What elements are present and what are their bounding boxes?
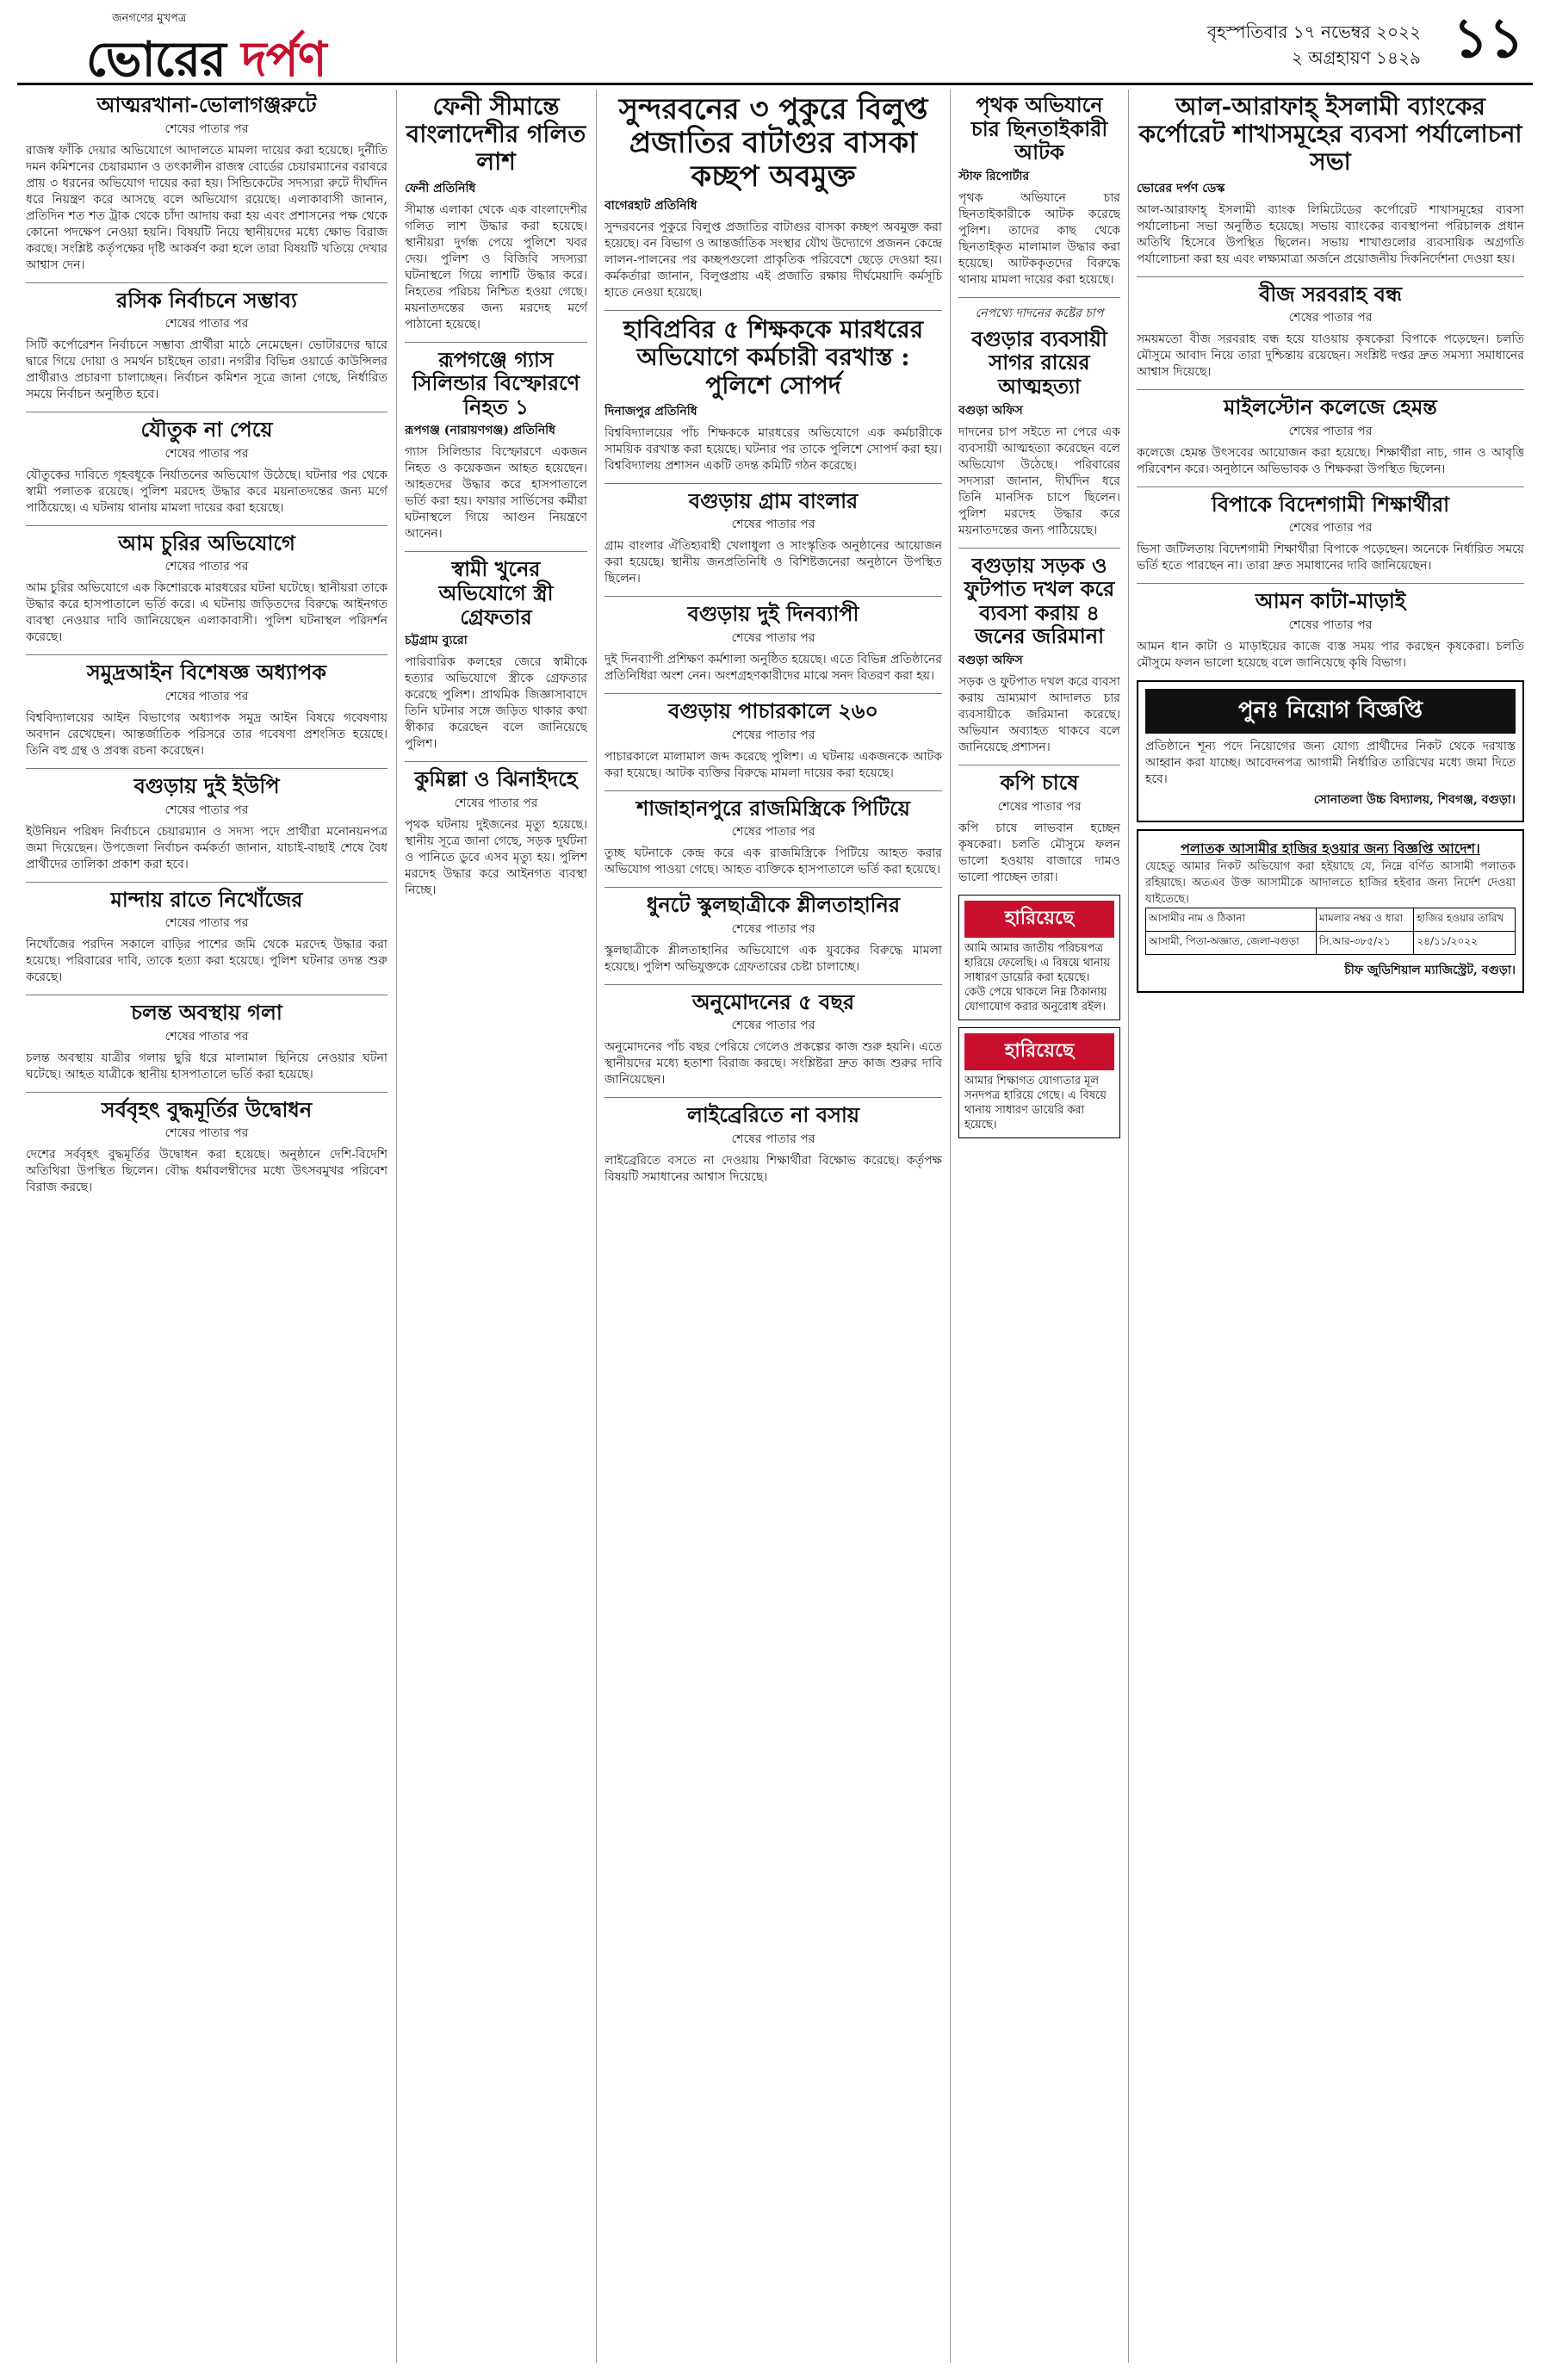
divider (958, 297, 1120, 298)
table-cell: সি.আর-৩৮৫/২১ (1316, 932, 1414, 955)
article (604, 316, 942, 474)
article (26, 418, 388, 517)
kicker: নেপথ্যে দাদনের কষ্টের চাপ (975, 306, 1104, 320)
article-headline: চলন্ত অবস্থায় গলা (131, 1000, 282, 1026)
continued-label: শেষের পাতার পর (164, 689, 249, 703)
continued-label: শেষের পাতার পর (731, 921, 815, 936)
divider (405, 342, 587, 343)
article-body: আমন ধান কাটা ও মাড়াইয়ের কাজে ব্যস্ত সময় পার করছেন কৃষকেরা। চলতি মৌসুমে ফলন ভালো হয়েছে বলে জানিয়েছে কৃষি বিভাগ। (1137, 639, 1524, 670)
article-headline: বগুড়ায় গ্রাম বাংলার (688, 487, 859, 513)
article-body: ভিসা জটিলতায় বিদেশগামী শিক্ষার্থীরা বিপাকে পড়েছেন। অনেকে নির্ধারিত সময়ে ভর্তি হতে পারছেন না। তারা দ্রুত সমাধানের দাবি জানিয়েছেন। (1137, 542, 1524, 573)
divider (26, 1092, 388, 1093)
article (604, 1103, 942, 1186)
article-body: সিটি কর্পোরেশন নির্বাচনে সম্ভাব্য প্রার্থীরা মাঠে নেমেছেন। ভোটারদের দ্বারে দ্বারে গিয়ে দোয়া ও সমর্থন চাইছেন তারা। নগরীর বিভিন্ন ওয়ার্ডে কাউন্সিলর প্রার্থীরাও প্রচারণা চালাচ্ছেন। নির্বাচন কমিশন সূত্রে জানা গেছে, নির্ধারিত সময়ে নির্বাচন অনুষ্ঠিত হবে। (26, 338, 388, 402)
lost-notice-text: আমার শিক্ষাগত যোগ্যতার মূল সনদপত্র হারিয়ে গেছে। এ বিষয়ে থানায় সাধারণ ডায়েরি করা হয়েছে। (964, 1074, 1107, 1131)
divider (604, 887, 942, 888)
article-headline: যৌতুক না পেয়ে (140, 417, 273, 443)
article-headline: রূপগঞ্জে গ্যাস সিলিন্ডার বিস্ফোরণে নিহত ১ (412, 346, 580, 419)
article (26, 93, 388, 274)
article-headline: স্বামী খুনের অভিযোগে স্ত্রী গ্রেফতার (438, 556, 554, 629)
continued-label: শেষের পাতার পর (164, 121, 249, 136)
article-body: বিশ্ববিদ্যালয়ের আইন বিভাগের অধ্যাপক সমুদ্র আইন বিষয়ে গবেষণায় অবদান রেখেছেন। আন্তর্জাতিক পরিসরে তার গবেষণা প্রশংসিত হয়েছে। তিনি বহু গ্রন্থ ও প্রবন্ধ রচনা করেছেন। (26, 710, 388, 758)
divider (1137, 389, 1524, 390)
date-gregorian: বৃহস্পতিবার ১৭ নভেম্বর ২০২২ (1207, 22, 1421, 42)
masthead (17, 0, 1533, 88)
article (958, 771, 1120, 886)
article-headline: মাইলস্টোন কলেজে হেমন্ত (1224, 394, 1437, 420)
byline: ভোরের দর্পণ ডেস্ক (1137, 181, 1225, 195)
court-notice-table (1145, 908, 1516, 955)
column-4 (958, 90, 1120, 2363)
article (1137, 395, 1524, 478)
byline: দিনাজপুর প্রতিনিধি (604, 404, 698, 418)
article (604, 990, 942, 1089)
article-body: পৃথক ঘটনায় দুইজনের মৃত্যু হয়েছে। স্থানীয় সূত্রে জানা গেছে, সড়ক দুর্ঘটনা ও পানিতে ডুবে এসব মৃত্যু হয়। পুলিশ মরদেহ উদ্ধার করে আইনগত ব্যবস্থা নিচ্ছে। (405, 817, 587, 897)
article (604, 893, 942, 976)
court-notice (1137, 829, 1524, 993)
continued-label: শেষের পাতার পর (454, 796, 538, 810)
byline: বগুড়া অফিস (958, 653, 1023, 667)
article-body: অনুমোদনের পাঁচ বছর পেরিয়ে গেলেও প্রকল্পের কাজ শুরু হয়নি। এতে স্থানীয়দের মধ্যে হতাশা বিরাজ করছে। সংশ্লিষ্টরা দ্রুত কাজ শুরুর দাবি জানিয়েছেন। (604, 1040, 942, 1088)
article-body: সময়মতো বীজ সরবরাহ বন্ধ হয়ে যাওয়ায় কৃষকেরা বিপাকে পড়েছেন। চলতি মৌসুমে আবাদ নিয়ে তারা দুশ্চিন্তায় রয়েছেন। সংশ্লিষ্ট দপ্তর দ্রুত সমস্যা সমাধানের আশ্বাস দিয়েছে। (1137, 332, 1524, 380)
article-headline: হাবিপ্রবির ৫ শিক্ষককে মারধরের অভিযোগে কর্মচারী বরখাস্ত : পুলিশে সোপর্দ (623, 315, 924, 400)
continued-label: শেষের পাতার পর (164, 1126, 249, 1141)
article-headline: সর্ববৃহৎ বুদ্ধমূর্তির উদ্বোধন (101, 1096, 313, 1122)
article (1137, 493, 1524, 575)
continued-label: শেষের পাতার পর (164, 803, 249, 817)
column-divider (396, 90, 397, 2363)
article-headline: শাজাহানপুরে রাজমিস্ত্রিকে পিটিয়ে (636, 795, 910, 821)
divider (26, 654, 388, 655)
divider (26, 525, 388, 526)
divider (604, 310, 942, 311)
continued-label: শেষের পাতার পর (731, 1132, 815, 1146)
article-headline: রসিক নির্বাচনে সম্ভাব্য (116, 287, 297, 313)
divider (604, 693, 942, 694)
article-body: আম চুরির অভিযোগে এক কিশোরকে মারধরের ঘটনা ঘটেছে। স্থানীয়রা তাকে উদ্ধার করে হাসপাতালে ভর্তি করে। এ ঘটনায় জড়িতদের বিরুদ্ধে আইনগত ব্যবস্থা নেওয়ার দাবি জানিয়েছেন এলাকাবাসী। পুলিশ ঘটনাস্থল পরিদর্শন করেছে। (26, 581, 388, 645)
continued-label: শেষের পাতার পর (1288, 521, 1373, 536)
divider (405, 761, 587, 762)
divider (1137, 583, 1524, 584)
article-headline: আম চুরির অভিযোগে (118, 530, 295, 555)
article (26, 774, 388, 873)
article (26, 660, 388, 759)
table-row (1146, 932, 1516, 955)
article-headline: সুন্দরবনের ৩ পুকুরে বিলুপ্ত প্রজাতির বাটাগুর বাসকা কচ্ছপ অবমুক্ত (618, 92, 928, 195)
article-body: গ্যাস সিলিন্ডার বিস্ফোরণে একজন নিহত ও কয়েকজন আহত হয়েছেন। আহতদের উদ্ধার করে হাসপাতালে ভর্তি করা হয়। ফায়ার সার্ভিসের কর্মীরা ঘটনাস্থলে গিয়ে আগুন নিয়ন্ত্রণে আনেন। (405, 445, 587, 542)
lost-notice-title: হারিয়েছে (964, 1033, 1114, 1070)
logo-part-1: ভোরের (86, 32, 226, 88)
article-body: তুচ্ছ ঘটনাকে কেন্দ্র করে এক রাজমিস্ত্রিকে পিটিয়ে আহত করার অভিযোগ পাওয়া গেছে। আহত ব্যক্তিকে হাসপাতালে ভর্তি করা হয়েছে। (604, 846, 942, 877)
table-cell: আসামী, পিতা-অজ্ঞাত, জেলা-বগুড়া (1146, 932, 1317, 955)
article-headline: সমুদ্রআইন বিশেষজ্ঞ অধ্যাপক (86, 660, 327, 685)
article-headline: অনুমোদনের ৫ বছর (691, 989, 855, 1014)
article-headline: বগুড়ায় সড়ক ও ফুটপাত দখল করে ব্যবসা করায় ৪ জনের জরিমানা (964, 552, 1115, 649)
divider (604, 596, 942, 597)
article-body: আল-আরাফাহ্ ইসলামী ব্যাংক লিমিটেডের কর্পোরেট শাখাসমূহের ব্যবসা পর্যালোচনা সভা অনুষ্ঠিত হয়েছে। সভায় ব্যাংকের ব্যবস্থাপনা পরিচালক প্রধান অতিথি হিসেবে উপস্থিত ছিলেন। সভায় শাখাগুলোর ব্যবসায়িক অগ্রগতি পর্যালোচনা করা হয় এবং লক্ষ্যমাত্রা অর্জনে প্রয়োজনীয় দিকনির্দেশনা দেওয়া হয়। (1137, 202, 1524, 266)
article-headline: বগুড়ায় পাচারকালে ২৬০ (667, 698, 879, 724)
table-header-cell: হাজির হওয়ার তারিখ (1414, 908, 1516, 932)
article-body: নিখোঁজের পরদিন সকালে বাড়ির পাশের জমি থেকে মরদেহ উদ্ধার করা হয়েছে। পরিবারের দাবি, তাকে হত্যা করা হয়েছে। পুলিশ ঘটনার তদন্ত শুরু করেছে। (26, 938, 388, 985)
article (604, 602, 942, 685)
continued-label: শেষের পাতার পর (164, 317, 249, 332)
continued-label: শেষের পাতার পর (164, 916, 249, 931)
article-body: বিশ্ববিদ্যালয়ের পাঁচ শিক্ষককে মারধরের অভিযোগে এক কর্মচারীকে সাময়িক বরখাস্ত করা হয়েছে। ঘটনার পর তাকে পুলিশে সোপর্দ করা হয়। বিশ্ববিদ্যালয় প্রশাসন একটি তদন্ত কমিটি গঠন করেছে। (604, 425, 942, 473)
article-headline: কপি চাষে (1000, 769, 1079, 795)
continued-label: শেষের পাতার পর (164, 560, 249, 574)
continued-label: শেষের পাতার পর (731, 825, 815, 840)
article (1137, 282, 1524, 381)
lost-notice (958, 1027, 1120, 1138)
page-number: ১১ (1452, 7, 1524, 71)
article-body: দেশের সর্ববৃহৎ বুদ্ধমূর্তির উদ্বোধন করা হয়েছে। অনুষ্ঠানে দেশি-বিদেশি অতিথিরা উপস্থিত ছিলেন। বৌদ্ধ ধর্মাবলম্বীদের মধ্যে উৎসবমুখর পরিবেশ বিরাজ করছে। (26, 1148, 388, 1195)
court-notice-title: পলাতক আসামীর হাজির হওয়ার জন্য বিজ্ঞপ্তি আদেশ। (1181, 840, 1480, 857)
article-body: কপি চাষে লাভবান হচ্ছেন কৃষকেরা। চলতি মৌসুমে ফলন ভালো হওয়ায় বাজারে দামও ভালো পাচ্ছেন তারা। (958, 821, 1120, 884)
divider (604, 984, 942, 985)
byline: রূপগঞ্জ (নারায়ণগঞ্জ) প্রতিনিধি (405, 424, 556, 438)
column-1 (26, 90, 388, 2363)
article (958, 303, 1120, 539)
continued-label: শেষের পাতার পর (164, 446, 249, 461)
article-body: পৃথক অভিযানে চার ছিনতাইকারীকে আটক করেছে পুলিশ। তাদের কাছ থেকে ছিনতাইকৃত মালামাল উদ্ধার করা হয়েছে। আটককৃতদের বিরুদ্ধে থানায় মামলা দায়ের করা হয়েছে। (958, 190, 1120, 287)
article-headline: কুমিল্লা ও ঝিনাইদহে (414, 766, 578, 792)
article-body: চলন্ত অবস্থায় যাত্রীর গলায় ছুরি ধরে মালামাল ছিনিয়ে নেওয়ার ঘটনা ঘটেছে। আহত যাত্রীকে স্থানীয় হাসপাতালে ভর্তি করা হয়েছে। (26, 1051, 388, 1082)
recruitment-ad (1137, 680, 1524, 822)
article (1137, 589, 1524, 672)
continued-label: শেষের পাতার পর (731, 518, 815, 532)
article-headline: আমন কাটা-মাড়াই (1255, 588, 1406, 614)
divider (958, 548, 1120, 549)
divider (604, 790, 942, 791)
lost-notice-title: হারিয়েছে (964, 901, 1114, 938)
continued-label: শেষের পাতার পর (731, 728, 815, 742)
divider (26, 768, 388, 769)
divider (604, 483, 942, 484)
article-body: যৌতুকের দাবিতে গৃহবধূকে নির্যাতনের অভিযোগ উঠেছে। ঘটনার পর থেকে স্বামী পলাতক রয়েছে। পুলিশ মরদেহ উদ্ধার করে ময়নাতদন্তের জন্য মর্গে পাঠিয়েছে। এ ঘটনায় থানায় মামলা দায়ের করা হয়েছে। (26, 468, 388, 515)
column-divider (950, 90, 951, 2363)
column-2 (405, 90, 587, 2363)
continued-label: শেষের পাতার পর (1288, 424, 1373, 438)
article-headline: আত্মরখানা-ভোলাগঞ্জরুটে (96, 92, 317, 117)
column-divider (596, 90, 597, 2363)
table-header-cell: মামলার নম্বর ও ধারা (1316, 908, 1414, 932)
article (604, 93, 942, 301)
article-body: দাদনের চাপ সইতে না পেরে এক ব্যবসায়ী আত্মহত্যা করেছেন বলে অভিযোগ উঠেছে। পরিবারের সদস্যরা জানান, দীর্ঘদিন ধরে তিনি মানসিক চাপে ছিলেন। পুলিশ মরদেহ উদ্ধার করে ময়নাতদন্তের জন্য পাঠিয়েছে। (958, 425, 1120, 537)
divider (405, 551, 587, 552)
column-5 (1137, 90, 1524, 2363)
article-body: লাইব্রেরিতে বসতে না দেওয়ায় শিক্ষার্থীরা বিক্ষোভ করেছে। কর্তৃপক্ষ বিষয়টি সমাধানের আশ্বাস দিয়েছে। (604, 1154, 942, 1184)
table-header-cell: আসামীর নাম ও ঠিকানা (1146, 908, 1317, 932)
column-divider (1128, 90, 1129, 2363)
article-headline: ধুনটে স্কুলছাত্রীকে শ্লীলতাহানির (646, 892, 901, 918)
article-headline: বিপাকে বিদেশগামী শিক্ষার্থীরা (1211, 491, 1450, 517)
article-body: গ্রাম বাংলার ঐতিহ্যবাহী খেলাধুলা ও সাংস্কৃতিক অনুষ্ঠানের আয়োজন করা হয়েছে। স্থানীয় জনপ্রতিনিধি ও বিশিষ্টজনেরা অনুষ্ঠানে উপস্থিত ছিলেন। (604, 539, 942, 586)
article (405, 93, 587, 333)
article-body: দুই দিনব্যাপী প্রশিক্ষণ কর্মশালা অনুষ্ঠিত হয়েছে। এতে বিভিন্ন প্রতিষ্ঠানের প্রতিনিধিরা অংশ নেন। অংশগ্রহণকারীদের মাঝে সনদ বিতরণ করা হয়। (604, 653, 942, 684)
lost-notice (958, 895, 1120, 1020)
byline: বাগেরহাট প্রতিনিধি (604, 199, 698, 214)
byline: ফেনী প্রতিনিধি (405, 181, 476, 195)
continued-label: শেষের পাতার পর (164, 1029, 249, 1044)
article-headline: লাইব্রেরিতে না বসায় (686, 1102, 860, 1128)
article (405, 767, 587, 899)
tagline: জনগণের মুখপত্র (112, 12, 187, 25)
article-body: স্কুলছাত্রীকে শ্লীলতাহানির অভিযোগে এক যুবকের বিরুদ্ধে মামলা হয়েছে। পুলিশ অভিযুক্তকে গ্রেফতারের চেষ্টা চালাচ্ছে। (604, 943, 942, 974)
article (405, 348, 587, 543)
article-headline: বগুড়ায় দুই দিনব্যাপী (687, 601, 859, 627)
lost-notice-text: আমি আমার জাতীয় পরিচয়পত্র হারিয়ে ফেলেছি। এ বিষয়ে থানায় সাধারণ ডায়েরি করা হয়েছে। কেউ পেয়ে থাকলে নিম্ন ঠিকানায় যোগাযোগ করার অনুরোধ রইল। (964, 941, 1111, 1013)
article (604, 489, 942, 588)
article-body: পাচারকালে মালামাল জব্দ করেছে পুলিশ। এ ঘটনায় একজনকে আটক করা হয়েছে। আটক ব্যক্তির বিরুদ্ধে মামলা দায়ের করা হয়েছে। (604, 749, 942, 780)
article-body: সড়ক ও ফুটপাত দখল করে ব্যবসা করায় ভ্রাম্যমাণ আদালত চার ব্যবসায়ীকে জরিমানা করেছে। অভিযান অব্যাহত থাকবে বলে জানিয়েছে প্রশাসন। (958, 674, 1120, 754)
date-bangla: ২ অগ্রহায়ণ ১৪২৯ (1291, 47, 1421, 68)
article (26, 1098, 388, 1197)
continued-label: শেষের পাতার পর (1288, 617, 1373, 632)
logo-part-2: দর্পণ (241, 32, 326, 88)
byline: বগুড়া অফিস (958, 403, 1023, 418)
article-headline: মান্দায় রাতে নিখোঁজের (110, 886, 303, 912)
article (604, 699, 942, 782)
table-cell: ২৪/১১/২০২২ (1414, 932, 1516, 955)
article-headline: বগুড়ার ব্যবসায়ী সাগর রায়ের আত্মহত্যা (971, 325, 1107, 399)
article (604, 796, 942, 879)
table-header-row (1146, 908, 1516, 932)
byline: চট্টগ্রাম ব্যুরো (405, 634, 468, 648)
masthead-rule (17, 83, 1533, 85)
divider (26, 882, 388, 883)
article (958, 93, 1120, 288)
article-body: ইউনিয়ন পরিষদ নির্বাচনে চেয়ারম্যান ও সদস্য পদে প্রার্থীরা মনোনয়নপত্র জমা দিয়েছেন। উপজেলা নির্বাচন কর্মকর্তা জানান, যাচাই-বাছাই শেষে বৈধ প্রার্থীদের তালিকা প্রকাশ করা হবে। (26, 824, 388, 871)
article-headline: বীজ সরবরাহ বন্ধ (1259, 281, 1402, 307)
article-body: সীমান্ত এলাকা থেকে এক বাংলাদেশীর গলিত লাশ উদ্ধার করা হয়েছে। স্থানীয়রা দুর্গন্ধ পেয়ে পুলিশে খবর দেয়। পুলিশ ও বিজিবি সদস্যরা ঘটনাস্থলে গিয়ে লাশটি উদ্ধার করে। নিহতের পরিচয় নিশ্চিত হওয়া গেছে। ময়নাতদন্তের জন্য মরদেহ মর্গে পাঠানো হয়েছে। (405, 202, 587, 332)
article-body: রাজস্ব ফাঁকি দেয়ার অভিযোগে আদালতে মামলা দায়ের করা হয়েছে। দুর্নীতি দমন কমিশনের চেয়ারম্যান ও তৎকালীন রাজস্ব বোর্ডের চেয়ারম্যানের বরাবরে প্রায় ৩ ধরনের অভিযোগ দায়ের করা হয়। সিন্ডিকেটের সদস্যরা রুটে দীর্ঘদিন ধরে নিয়ন্ত্রণ করে আসছে বলে অভিযোগ রয়েছে। এলাকাবাসী জানান, প্রতিদিন শত শত ট্রাক থেকে চাঁদা আদায় করা হয় এবং প্রশাসনের পক্ষ থেকে কোনো পদক্ষেপ নেওয়া হয়নি। বিষয়টি নিয়ে স্থানীয়দের মধ্যে ক্ষোভ বিরাজ করছে। সংশ্লিষ্ট কর্তৃপক্ষের দৃষ্টি আকর্ষণ করা হলে তারা বিষয়টি খতিয়ে দেখার আশ্বাস দেন। (26, 143, 388, 272)
continued-label: শেষের পাতার পর (997, 799, 1082, 814)
article-headline: আল-আরাফাহ্ ইসলামী ব্যাংকের কর্পোরেট শাখাসমূহের ব্যবসা পর্যালোচনা সভা (1138, 92, 1522, 177)
byline: স্টাফ রিপোর্টার (958, 169, 1030, 183)
article (26, 1001, 388, 1083)
article-headline: ফেনী সীমান্তে বাংলাদেশীর গলিত লাশ (406, 92, 586, 177)
court-notice-signature: চীফ জুডিশিয়াল ম্যাজিস্ট্রেট, বগুড়া। (1344, 964, 1516, 978)
article (1137, 93, 1524, 268)
column-3 (604, 90, 942, 2363)
continued-label: শেষের পাতার পর (731, 631, 815, 646)
article (26, 888, 388, 987)
article (405, 557, 587, 753)
article-body: সুন্দরবনের পুকুরে বিলুপ্ত প্রজাতির বাটাগুর বাসকা কচ্ছপ অবমুক্ত করা হয়েছে। বন বিভাগ ও আন্তর্জাতিক সংস্থার যৌথ উদ্যোগে প্রজনন কেন্দ্রে লালন-পালনের পর কচ্ছপগুলো প্রাকৃতিক পরিবেশে ছেড়ে দেওয়া হয়। কর্মকর্তারা জানান, বিলুপ্তপ্রায় এই প্রজাতি রক্ষায় দীর্ঘমেয়াদি কর্মসূচি হাতে নেওয়া হয়েছে। (604, 220, 942, 301)
recruitment-ad-signature: সোনাতলা উচ্চ বিদ্যালয়, শিবগঞ্জ, বগুড়া। (1313, 792, 1516, 807)
article (958, 554, 1120, 756)
continued-label: শেষের পাতার পর (1288, 311, 1373, 325)
recruitment-ad-title: পুনঃ নিয়োগ বিজ্ঞপ্তি (1145, 689, 1516, 734)
dateline (1207, 19, 1421, 71)
article (26, 288, 388, 404)
divider (604, 1097, 942, 1098)
divider (26, 282, 388, 283)
article-body: কলেজে হেমন্ত উৎসবের আয়োজন করা হয়েছে। শিক্ষার্থীরা নাচ, গান ও আবৃত্তি পরিবেশন করে। অনুষ্ঠানে অভিভাবক ও শিক্ষকরা উপস্থিত ছিলেন। (1137, 445, 1524, 476)
court-notice-text: যেহেতু আমার নিকট অভিযোগ করা হইয়াছে যে, নিম্নে বর্ণিত আসামী পলাতক রহিয়াছে। অতএব উক্ত আসামীকে আদালতে হাজির হইবার জন্য নির্দেশ দেওয়া যাইতেছে। (1145, 860, 1516, 907)
recruitment-ad-text: প্রতিষ্ঠানে শূন্য পদে নিয়োগের জন্য যোগ্য প্রার্থীদের নিকট থেকে দরখাস্ত আহ্বান করা যাচ্ছে। আবেদনপত্র আগামী নির্ধারিত তারিখের মধ্যে জমা দিতে হবে। (1145, 739, 1516, 786)
divider (1137, 276, 1524, 277)
article (26, 531, 388, 647)
article-body: পারিবারিক কলহের জেরে স্বামীকে হত্যার অভিযোগে স্ত্রীকে গ্রেফতার করেছে পুলিশ। প্রাথমিক জিজ্ঞাসাবাদে তিনি ঘটনার সঙ্গে জড়িত থাকার কথা স্বীকার করেছেন বলে জানিয়েছে পুলিশ। (405, 655, 587, 752)
article-headline: বগুড়ায় দুই ইউপি (133, 772, 280, 798)
continued-label: শেষের পাতার পর (731, 1019, 815, 1033)
article-headline: পৃথক অভিযানে চার ছিনতাইকারী আটক (970, 92, 1108, 165)
